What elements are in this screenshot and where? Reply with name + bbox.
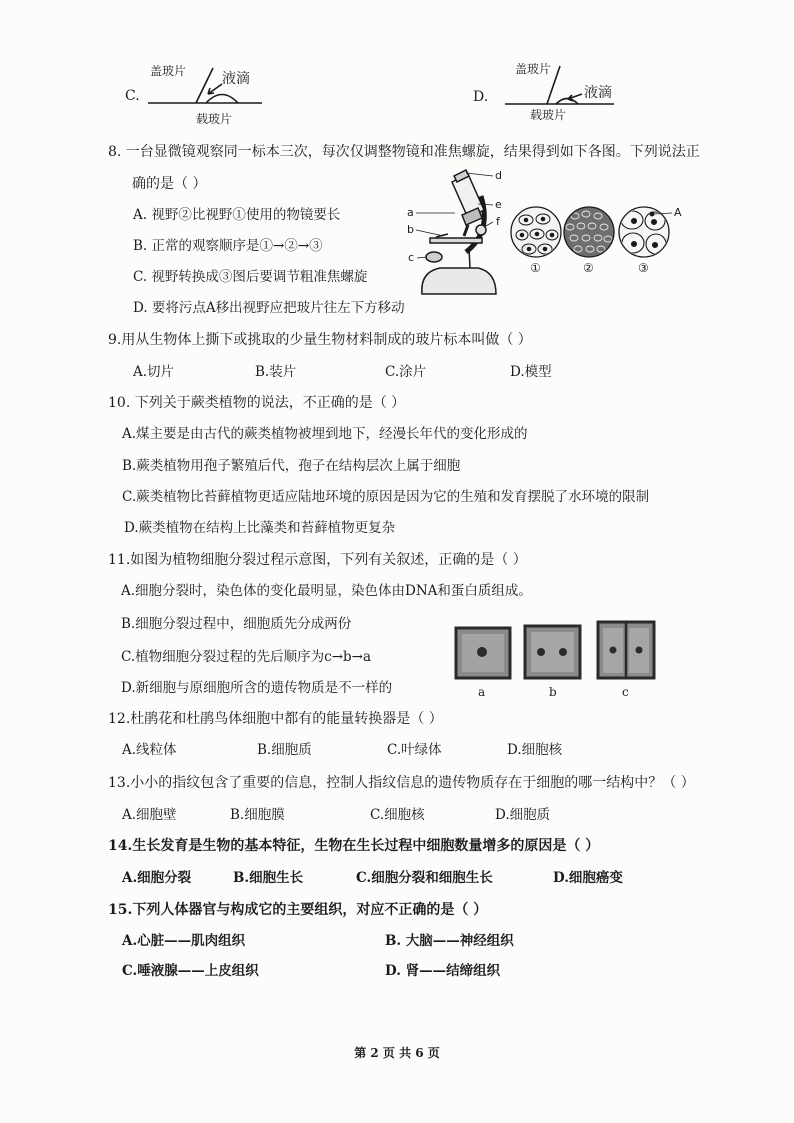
spot-a-mark (650, 212, 654, 216)
page-footer: 第 2 页 共 6 页 (354, 1046, 440, 1060)
cell-photo-label-b: b (549, 685, 557, 699)
q8-option-c: C. 视野转换成③图后要调节粗准焦螺旋 (133, 269, 368, 285)
leader-e (478, 204, 493, 205)
q10-option-b: B.蕨类植物用孢子繁殖后代，孢子在结构层次上属于细胞 (122, 458, 461, 474)
q8-stem-line-1: 8. 一台显微镜观察同一标本三次，每次仅调整物镜和准焦螺旋，结果得到如下各图。下列说法正 (108, 144, 700, 160)
q12-option-a: A.线粒体 (122, 742, 177, 758)
microscope-label-f: f (496, 215, 500, 228)
q7-c-cover-label: 盖玻片 (150, 64, 187, 78)
q11-option-a: A.细胞分裂时，染色体的变化最明显，染色体由DNA和蛋白质组成。 (121, 583, 532, 599)
q12-option-b: B.细胞质 (257, 742, 312, 758)
q7-d-cover-label: 盖玻片 (515, 62, 552, 76)
cell-photo-b (525, 626, 580, 678)
leader-spot-a (654, 213, 672, 214)
q7-option-c-letter: C. (125, 88, 140, 104)
field-of-view-2 (564, 207, 614, 257)
drop-shape-d (556, 99, 578, 105)
q14-option-c: C.细胞分裂和细胞生长 (356, 870, 493, 886)
q15-option-d: D. 肾——结缔组织 (385, 963, 501, 979)
leader-b (416, 230, 444, 236)
q7-c-slide-label: 载玻片 (196, 112, 233, 126)
q7-d-slide-label: 载玻片 (530, 108, 567, 122)
microscope-nosepiece (462, 208, 482, 225)
arrow-d (568, 94, 582, 101)
q15-stem: 15.下列人体器官与构成它的主要组织，对应不正确的是（ ） (108, 902, 488, 918)
microscope-pillar (469, 248, 470, 268)
microscope-label-c: c (408, 251, 415, 264)
q14-option-a: A.细胞分裂 (122, 870, 192, 886)
cover-slip-line-c (196, 68, 213, 103)
q12-option-c: C.叶绿体 (387, 742, 442, 758)
view-label-1: ① (530, 261, 541, 275)
q13-option-b: B.细胞膜 (230, 807, 285, 823)
leader-d (466, 173, 493, 176)
q9-option-a: A.切片 (133, 364, 175, 380)
cell-photo-label-c: c (622, 685, 629, 699)
q11-option-b: B.细胞分裂过程中，细胞质先分成两份 (121, 616, 352, 632)
microscope-label-e: e (495, 198, 502, 211)
microscope-mirror (426, 252, 442, 262)
microscope-label-d: d (495, 169, 502, 182)
q12-stem: 12.杜鹃花和杜鹃鸟体细胞中都有的能量转换器是（ ） (108, 711, 443, 727)
microscope-drawing (416, 170, 496, 294)
q10-option-c: C.蕨类植物比苔藓植物更适应陆地环境的原因是因为它的生殖和发育摆脱了水环境的限制 (122, 489, 650, 505)
q14-stem: 14.生长发育是生物的基本特征，生物在生长过程中细胞数量增多的原因是（ ） (108, 838, 600, 854)
q7-d-drop-label: 液滴 (584, 85, 612, 101)
microscope-base (422, 268, 496, 294)
drop-shape-c (206, 95, 238, 104)
q9-option-d: D.模型 (510, 364, 552, 380)
microscope-arm (466, 196, 484, 252)
q13-option-d: D.细胞质 (495, 807, 551, 823)
q12-option-d: D.细胞核 (507, 742, 563, 758)
q11-stem: 11.如图为植物细胞分裂过程示意图，下列有关叙述，正确的是（ ） (108, 552, 527, 568)
q9-stem: 9.用从生物体上撕下或挑取的少量生物材料制成的玻片标本叫做（ ） (108, 332, 532, 348)
q10-option-d: D.蕨类植物在结构上比藻类和苔藓植物更复杂 (124, 520, 396, 536)
q11-option-d: D.新细胞与原细胞所含的遗传物质是不一样的 (121, 680, 393, 696)
microscope-objective (464, 225, 468, 236)
q9-option-c: C.涂片 (385, 364, 427, 380)
view-label-2: ② (583, 261, 594, 275)
q15-option-b: B. 大脑——神经组织 (385, 933, 514, 949)
q9-option-b: B.装片 (255, 364, 297, 380)
q11-option-c: C.植物细胞分裂过程的先后顺序为c→b→a (121, 649, 372, 665)
q8-option-d: D. 要将污点A移出视野应把玻片往左下方移动 (133, 300, 405, 316)
q7-c-drop-label: 液滴 (222, 71, 250, 87)
microscope-knob (476, 225, 486, 235)
field-of-view-1 (511, 207, 561, 257)
microscope-label-a: a (407, 206, 414, 219)
cell-photo-label-a: a (478, 685, 486, 699)
microscope-stage (430, 238, 482, 243)
cell-photo-a (456, 628, 510, 678)
q10-stem: 10. 下列关于蕨类植物的说法，不正确的是（ ） (108, 395, 406, 411)
microscope-eyepiece (454, 170, 469, 182)
leader-c (417, 257, 427, 258)
q14-option-b: B.细胞生长 (233, 870, 304, 886)
q10-option-a: A.煤主要是由古代的蕨类植物被埋到地下，经漫长年代的变化形成的 (122, 426, 528, 442)
q8-option-a: A. 视野②比视野①使用的物镜要长 (133, 207, 341, 223)
q8-option-b: B. 正常的观察顺序是①→②→③ (133, 238, 323, 254)
cell-photo-c (598, 622, 654, 678)
q14-option-d: D.细胞癌变 (553, 870, 623, 886)
microscope-label-b: b (407, 223, 414, 236)
field-of-view-3 (619, 207, 672, 257)
leader-f (484, 222, 493, 227)
q7-option-d-letter: D. (473, 89, 489, 105)
view-label-3: ③ (638, 261, 649, 275)
microscope-tube (452, 174, 484, 218)
q13-option-c: C.细胞核 (370, 807, 425, 823)
spot-a-label: A (674, 206, 682, 219)
q8-stem-line-2: 确的是（ ） (132, 176, 207, 192)
q13-option-a: A.细胞壁 (122, 807, 177, 823)
q15-option-c: C.唾液腺——上皮组织 (122, 963, 259, 979)
q13-stem: 13.小小的指纹包含了重要的信息，控制人指纹信息的遗传物质存在于细胞的哪一结构中？（ ） (108, 775, 695, 791)
arrow-c (208, 84, 222, 94)
microscope-clip (436, 234, 448, 237)
q15-option-a: A.心脏——肌肉组织 (122, 933, 246, 949)
